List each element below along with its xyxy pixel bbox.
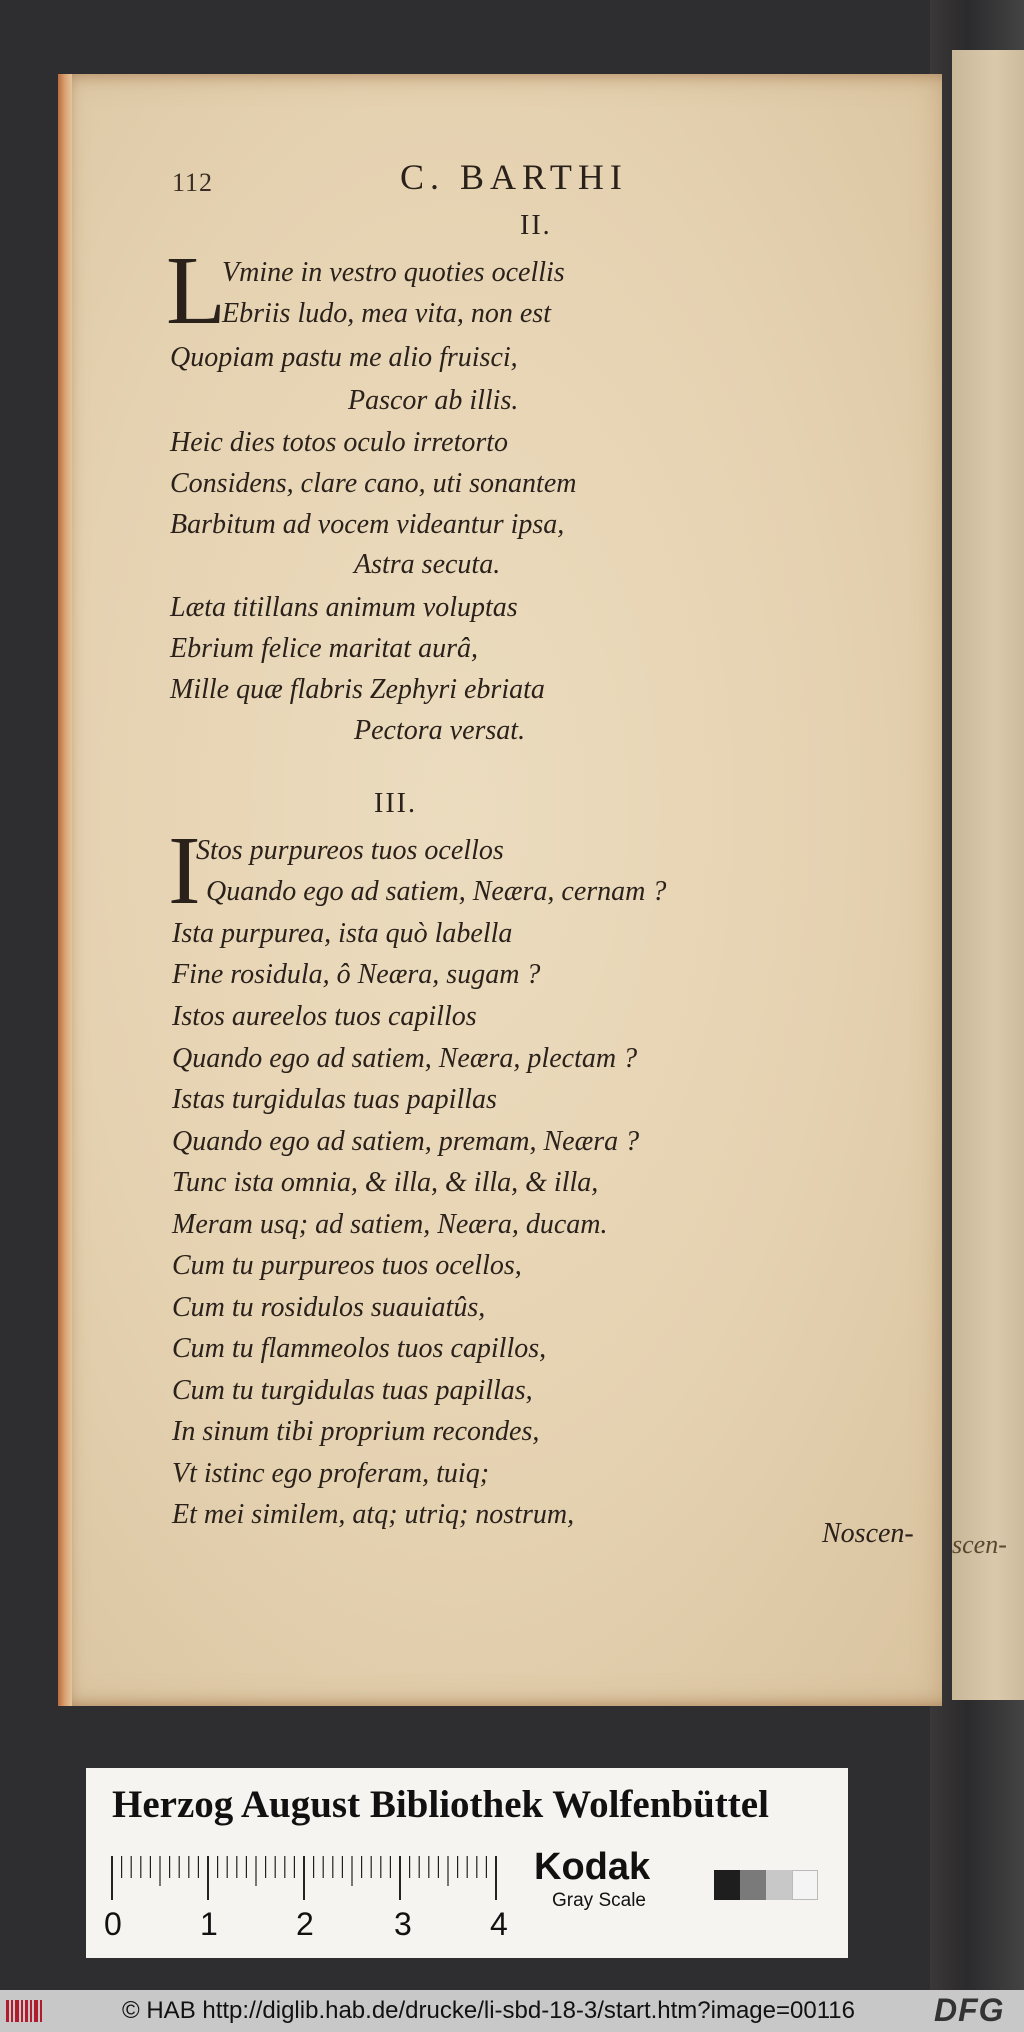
dropcap-I: I — [168, 817, 201, 925]
dfg-logo: DFG — [934, 1992, 1005, 2028]
poem3-line-8: Quando ego ad satiem, premam, Neæra ? — [172, 1126, 640, 1157]
poem3-line-12: Cum tu rosidulos suauiatûs, — [172, 1292, 486, 1323]
ruler-ticks — [110, 1856, 500, 1900]
poem3-line-1: Stos purpureos tuos ocellos — [196, 835, 504, 866]
ruler-number: 3 — [394, 1906, 412, 1942]
next-page-fragment: scen- — [952, 1530, 1007, 1559]
poem3-line-4: Fine rosidula, ô Neæra, sugam ? — [172, 959, 541, 990]
gray-swatch-light — [766, 1870, 792, 1900]
poem3-line-3: Ista purpurea, ista quò labella — [172, 918, 513, 949]
dropcap-L: L — [166, 237, 226, 345]
poem2-line-12: Pectora versat. — [354, 715, 526, 746]
poem2-line-9: Læta titillans animum voluptas — [170, 592, 518, 623]
next-page-edge — [952, 50, 1024, 1700]
ruler-number: 4 — [490, 1906, 508, 1942]
ruler-number: 2 — [296, 1906, 314, 1942]
hab-barcode-icon — [6, 1998, 46, 2024]
poem3-line-14: Cum tu turgidulas tuas papillas, — [172, 1375, 533, 1406]
gray-swatch-black — [714, 1870, 740, 1900]
poem3-line-16: Vt istinc ego proferam, tuiq; — [172, 1458, 490, 1489]
poem-number-2: II. — [520, 210, 552, 241]
ruler-number: 1 — [200, 1906, 218, 1942]
poem2-line-3: Quopiam pastu me alio fruisci, — [170, 342, 518, 373]
gray-swatch-white — [792, 1870, 818, 1900]
footer-copyright-link[interactable]: © HAB http://diglib.hab.de/drucke/li-sbd-18-3/start.htm?image=00116 — [122, 1997, 855, 2024]
poem-number-3: III. — [374, 788, 417, 819]
poem2-line-4: Pascor ab illis. — [348, 385, 519, 416]
kodak-logo: Kodak — [534, 1846, 651, 1888]
color-card — [86, 1768, 848, 1958]
page-number: 112 — [172, 168, 214, 197]
poem3-line-2: Quando ego ad satiem, Neæra, cernam ? — [206, 876, 667, 907]
footer-bar — [0, 1990, 1024, 2032]
poem2-line-7: Barbitum ad vocem videantur ipsa, — [170, 509, 565, 540]
ruler-number: 0 — [104, 1906, 122, 1942]
poem3-line-15: In sinum tibi proprium recondes, — [172, 1416, 540, 1447]
poem3-line-5: Istos aureelos tuos capillos — [172, 1001, 477, 1032]
gray-swatch-mid — [740, 1870, 766, 1900]
page-edge — [58, 74, 72, 1706]
ruler-numbers — [104, 1906, 524, 1946]
poem3-line-17: Et mei similem, atq; utriq; nostrum, — [172, 1499, 575, 1530]
poem2-line-6: Considens, clare cano, uti sonantem — [170, 468, 577, 499]
poem3-line-6: Quando ego ad satiem, Neæra, plectam ? — [172, 1043, 638, 1074]
running-title: C. BARTHI — [400, 157, 628, 197]
catchword: Noscen- — [822, 1518, 914, 1549]
poem2-line-10: Ebrium felice maritat aurâ, — [170, 633, 478, 664]
kodak-subtitle: Gray Scale — [552, 1890, 646, 1911]
poem2-line-8: Astra secuta. — [354, 549, 501, 580]
poem2-line-5: Heic dies totos oculo irretorto — [170, 427, 509, 458]
poem2-line-1: Vmine in vestro quoties ocellis — [222, 257, 565, 288]
poem3-line-13: Cum tu flammeolos tuos capillos, — [172, 1333, 547, 1364]
poem3-line-11: Cum tu purpureos tuos ocellos, — [172, 1250, 522, 1281]
poem2-line-11: Mille quæ flabris Zephyri ebriata — [170, 674, 545, 705]
poem2-line-2: Ebriis ludo, mea vita, non est — [222, 298, 551, 329]
card-title: Herzog August Bibliothek Wolfenbüttel — [112, 1783, 769, 1826]
poem3-line-10: Meram usq; ad satiem, Neæra, ducam. — [172, 1209, 608, 1240]
poem3-line-9: Tunc ista omnia, & illa, & illa, & illa, — [172, 1167, 599, 1198]
poem3-line-7: Istas turgidulas tuas papillas — [172, 1084, 497, 1115]
